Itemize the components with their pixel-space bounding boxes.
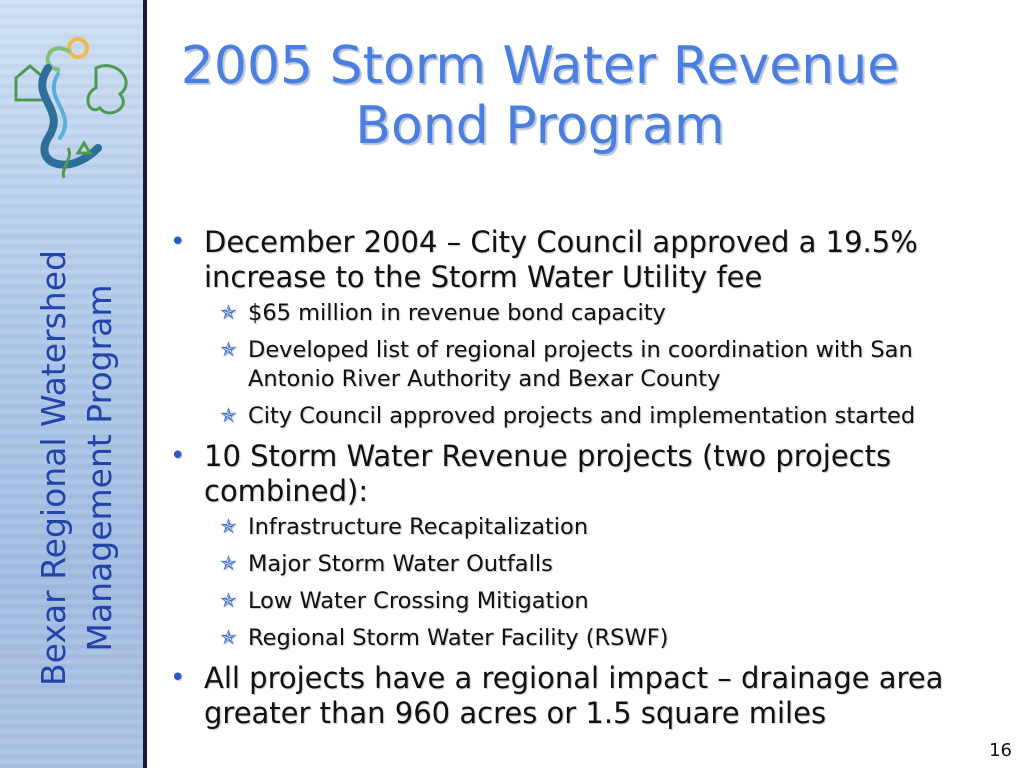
star-bullet-icon: ✯: [220, 337, 237, 361]
sub-bullet-item: [166, 402, 1006, 431]
sub-bullet-text: City Council approved projects and implementation started: [248, 403, 916, 429]
sub-bullet-list: [166, 513, 1006, 653]
sub-bullet-item: [166, 624, 1006, 653]
sidebar: [0, 0, 143, 768]
sub-bullet-item: [166, 587, 1006, 616]
sub-bullet-item: [166, 513, 1006, 542]
sub-bullet-text: Major Storm Water Outfalls: [248, 551, 553, 577]
bullet-item: [166, 439, 1006, 509]
star-bullet-icon: ✯: [220, 403, 237, 427]
sub-bullet-text: Infrastructure Recapitalization: [248, 514, 589, 540]
bullet-item: [166, 661, 1006, 731]
star-bullet-icon: ✯: [220, 625, 237, 649]
page-number: 16: [989, 740, 1012, 761]
sub-bullet-item: [166, 299, 1006, 328]
sidebar-title-line2: Management Program: [79, 283, 119, 652]
sub-bullet-item: [166, 550, 1006, 579]
bullet-text: All projects have a regional impact – drainage area greater than 960 acres or 1.5 square miles: [204, 661, 944, 730]
bullet-dot-icon: •: [170, 441, 186, 471]
star-bullet-icon: ✯: [220, 514, 237, 538]
sub-bullet-text: Regional Storm Water Facility (RSWF): [248, 625, 669, 651]
sidebar-title-line1: Bexar Regional Watershed: [33, 249, 73, 686]
bullet-text: 10 Storm Water Revenue projects (two projects combined):: [204, 439, 892, 508]
sub-bullet-list: [166, 299, 1006, 431]
sub-bullet-text: Developed list of regional projects in coordination with San Antonio River Authority and Bexar County: [248, 337, 913, 392]
sub-bullet-text: Low Water Crossing Mitigation: [248, 588, 589, 614]
watershed-logo-icon: [8, 28, 140, 188]
bullet-item: [166, 225, 1006, 295]
slide-title: [150, 36, 930, 156]
star-bullet-icon: ✯: [220, 300, 237, 324]
sub-bullet-text: $65 million in revenue bond capacity: [248, 300, 666, 326]
star-bullet-icon: ✯: [220, 588, 237, 612]
star-bullet-icon: ✯: [220, 551, 237, 575]
slide-title-line2: Bond Program: [355, 96, 725, 156]
slide-title-line1: 2005 Storm Water Revenue: [180, 36, 900, 96]
bullet-text: December 2004 – City Council approved a 19.5% increase to the Storm Water Utility fee: [204, 225, 918, 294]
bullet-dot-icon: •: [170, 227, 186, 257]
sidebar-title: [24, 235, 129, 700]
sub-bullet-item: [166, 336, 1006, 394]
sidebar-divider: [143, 0, 147, 768]
bullet-dot-icon: •: [170, 663, 186, 693]
slide-content: [166, 220, 1006, 731]
